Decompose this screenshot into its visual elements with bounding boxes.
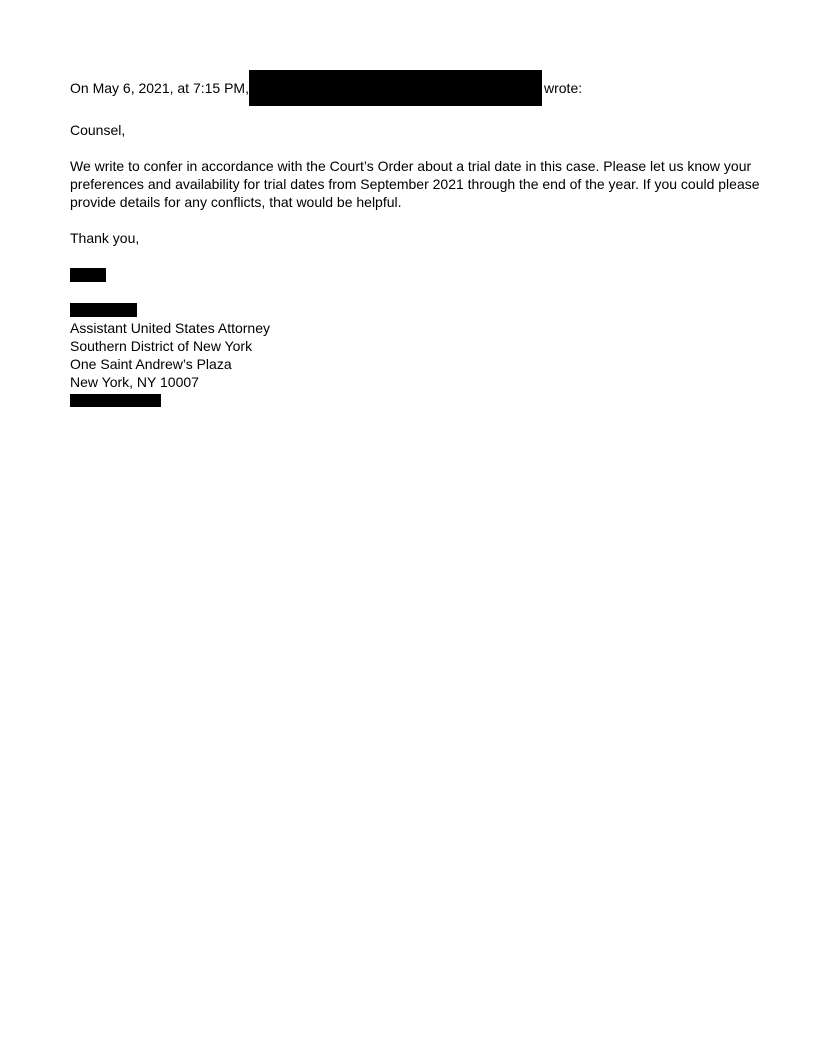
body-line: preferences and availability for trial dates from September 2021 through the end of the year. If you could please bbox=[70, 176, 760, 192]
header-suffix: wrote: bbox=[544, 80, 583, 96]
signature-block bbox=[70, 319, 270, 391]
email-header-line bbox=[70, 79, 582, 97]
signature-title: Assistant United States Attorney bbox=[70, 320, 270, 336]
redacted-name bbox=[70, 303, 137, 317]
body-line: provide details for any conflicts, that would be helpful. bbox=[70, 194, 402, 210]
redacted-initials bbox=[70, 268, 106, 282]
signature-address-line2: New York, NY 10007 bbox=[70, 374, 199, 390]
body-paragraph bbox=[70, 157, 760, 211]
redacted-sender bbox=[249, 70, 542, 106]
redacted-contact bbox=[70, 394, 161, 407]
body-line: We write to confer in accordance with the Court’s Order about a trial date in this case. Please let us know your bbox=[70, 158, 752, 174]
header-prefix: On May 6, 2021, at 7:15 PM, bbox=[70, 80, 249, 96]
signature-address-line1: One Saint Andrew’s Plaza bbox=[70, 356, 232, 372]
closing: Thank you, bbox=[70, 230, 140, 246]
signature-office: Southern District of New York bbox=[70, 338, 253, 354]
greeting: Counsel, bbox=[70, 122, 126, 138]
